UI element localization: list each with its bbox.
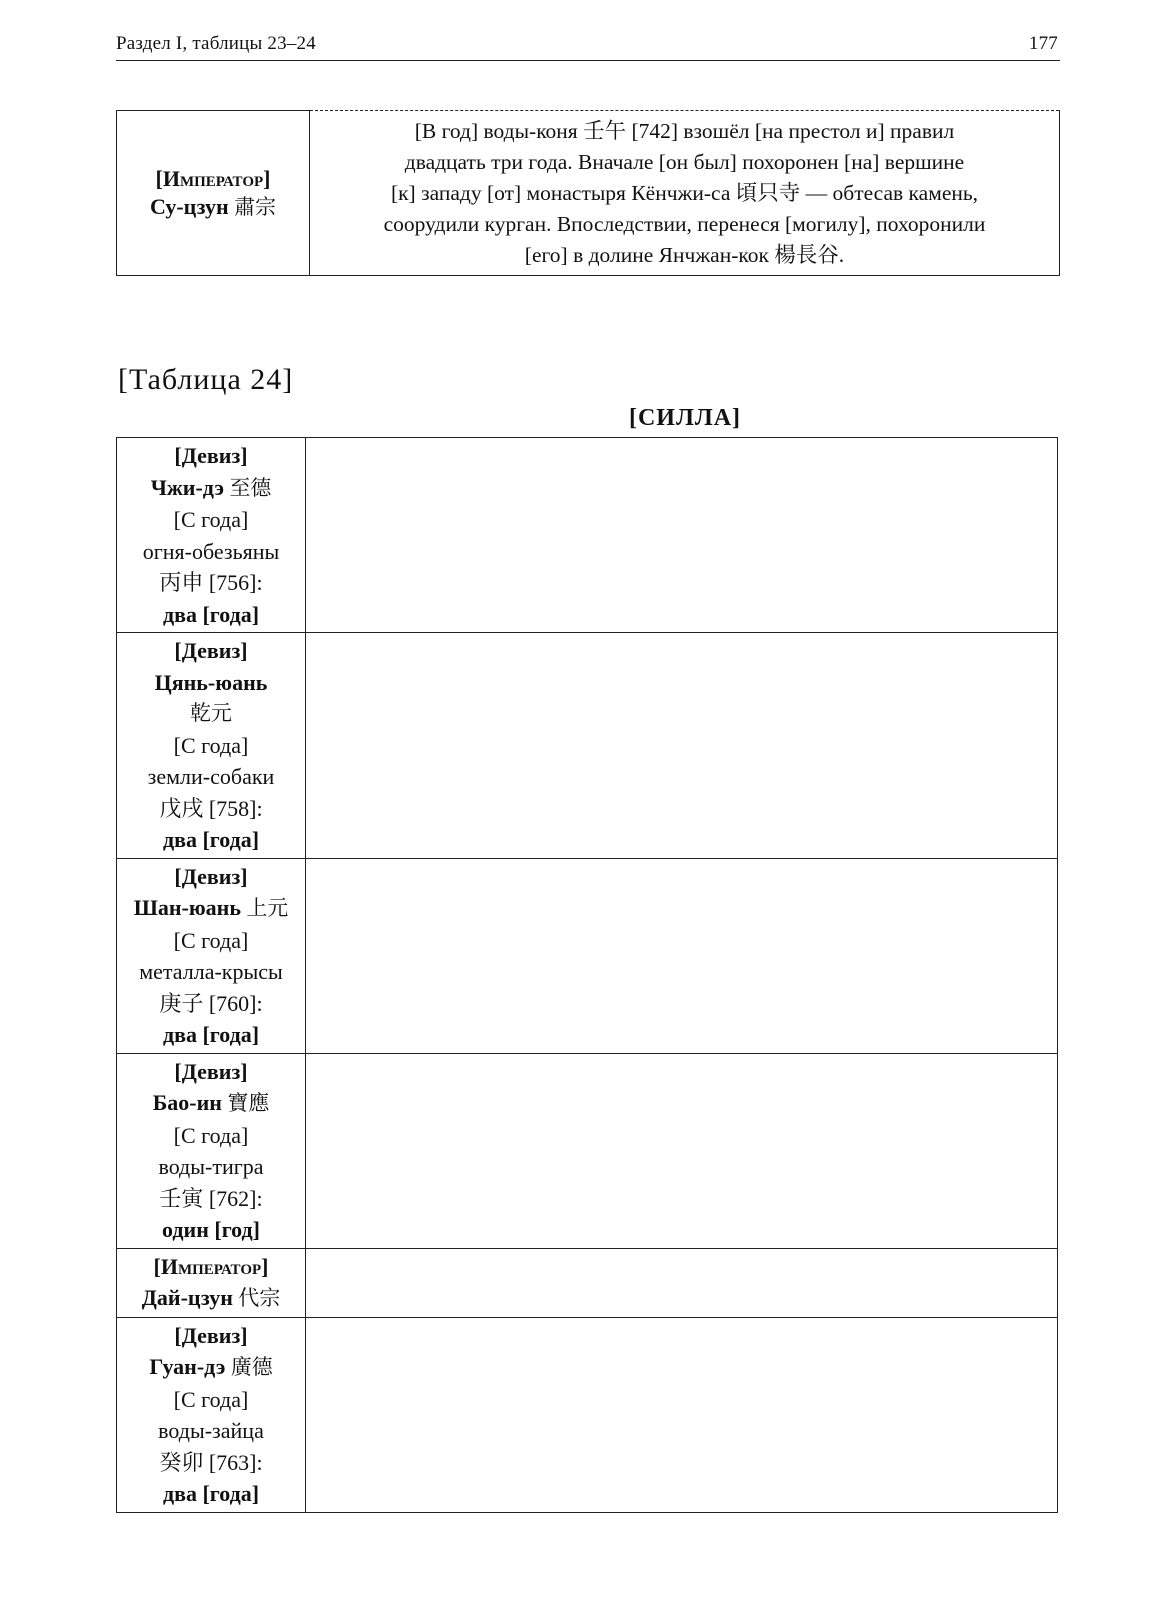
motto-cell [117,1053,306,1248]
motto-name: Цянь-юань [154,669,268,695]
emperor-cell [117,111,310,276]
cell-line: 戊戌 [758]: [159,795,263,821]
table-row [117,438,1058,633]
table-row [117,1248,1058,1317]
motto-name: Шан-юань [133,895,241,920]
empty-cell [306,1053,1058,1248]
cell-line: [С года] [173,927,249,953]
emperor-name: Су-цзун [150,194,229,219]
table-row [117,633,1058,859]
table-heading: [Таблица 24] [118,363,294,396]
cell-line: металла-крысы [139,959,283,984]
empty-cell [306,1248,1058,1317]
running-head [116,33,1058,55]
cell-line: 庚子 [760]: [159,990,263,1016]
cell-line: [С года] [173,507,249,532]
cell-line: воды-тигра [158,1154,264,1179]
page-number: 177 [1028,33,1058,54]
motto-cell [117,858,306,1053]
description-line: [его] в долине Янчжан-кок 楊長谷. [524,242,845,267]
empty-cell [306,438,1058,633]
cell-label: [Девиз] [174,638,248,663]
cell-line: огня-обезьяны [142,538,280,564]
table-row [117,1053,1058,1248]
emperor-row-cell [117,1248,306,1317]
description-line: двадцать три года. Вначале [он был] похоронен [на] вершине [404,149,965,174]
cell-line: [С года] [173,1122,249,1148]
cell-duration: два [года] [162,1481,260,1506]
motto-cjk: 至德 [229,475,272,500]
description-line: [В год] воды-коня 壬午 [742] взошёл [на престол и] правил [414,118,955,143]
emperor-name: Дай-цзун [141,1285,233,1310]
motto-cjk: 寶應 [227,1091,270,1115]
motto-cell [117,438,306,633]
motto-name: Чжи-дэ [150,474,224,500]
column-heading: [СИЛЛА] [628,405,742,431]
motto-name: Бао-ин [152,1090,222,1115]
cell-label: [Девиз] [174,443,248,468]
cell-duration: два [года] [162,1022,260,1047]
description-line: соорудили курган. Впоследствии, перенеся [могилу], похоронили [383,211,986,236]
table-row [117,858,1058,1053]
description-line: [к] западу [от] монастыря Кёнчжи-са 頃只寺 — обтесав камень, [390,180,979,205]
cell-line: воды-зайца [158,1418,264,1443]
empty-cell [306,858,1058,1053]
cell-line: 壬寅 [762]: [159,1185,263,1211]
cell-line: [С года] [173,732,249,758]
cell-line: [С года] [173,1386,249,1412]
motto-cjk: 上元 [246,896,289,920]
emperor-name-cjk: 肅宗 [234,195,276,219]
cell-duration: два [года] [162,601,260,627]
cell-line: 丙申 [756]: [159,570,263,595]
motto-cjk: 廣德 [230,1355,273,1379]
cell-duration: один [год] [162,1217,260,1242]
emperor-name-line [118,193,308,221]
cell-label: [Император] [153,1253,269,1279]
header-rule [116,60,1060,61]
cell-label: [Девиз] [174,863,248,889]
cell-duration: два [года] [162,827,260,852]
empty-cell [306,633,1058,859]
emperor-description [310,111,1060,276]
emperor-table [116,110,1060,276]
cell-label: [Девиз] [174,1058,248,1084]
cell-line: 癸卯 [763]: [159,1449,263,1475]
motto-cell [117,1317,306,1512]
table-row [117,1317,1058,1512]
emperor-label: [Император] [155,166,271,191]
cell-label: [Девиз] [174,1322,248,1348]
reign-table [116,437,1058,1513]
motto-cell [117,633,306,859]
motto-name: Гуан-дэ [149,1354,226,1379]
motto-cjk: 乾元 [190,701,232,725]
emperor-cjk: 代宗 [238,1286,281,1310]
empty-cell [306,1317,1058,1512]
section-title: Раздел I, таблицы 23–24 [116,33,316,54]
cell-line: земли-собаки [147,764,275,789]
